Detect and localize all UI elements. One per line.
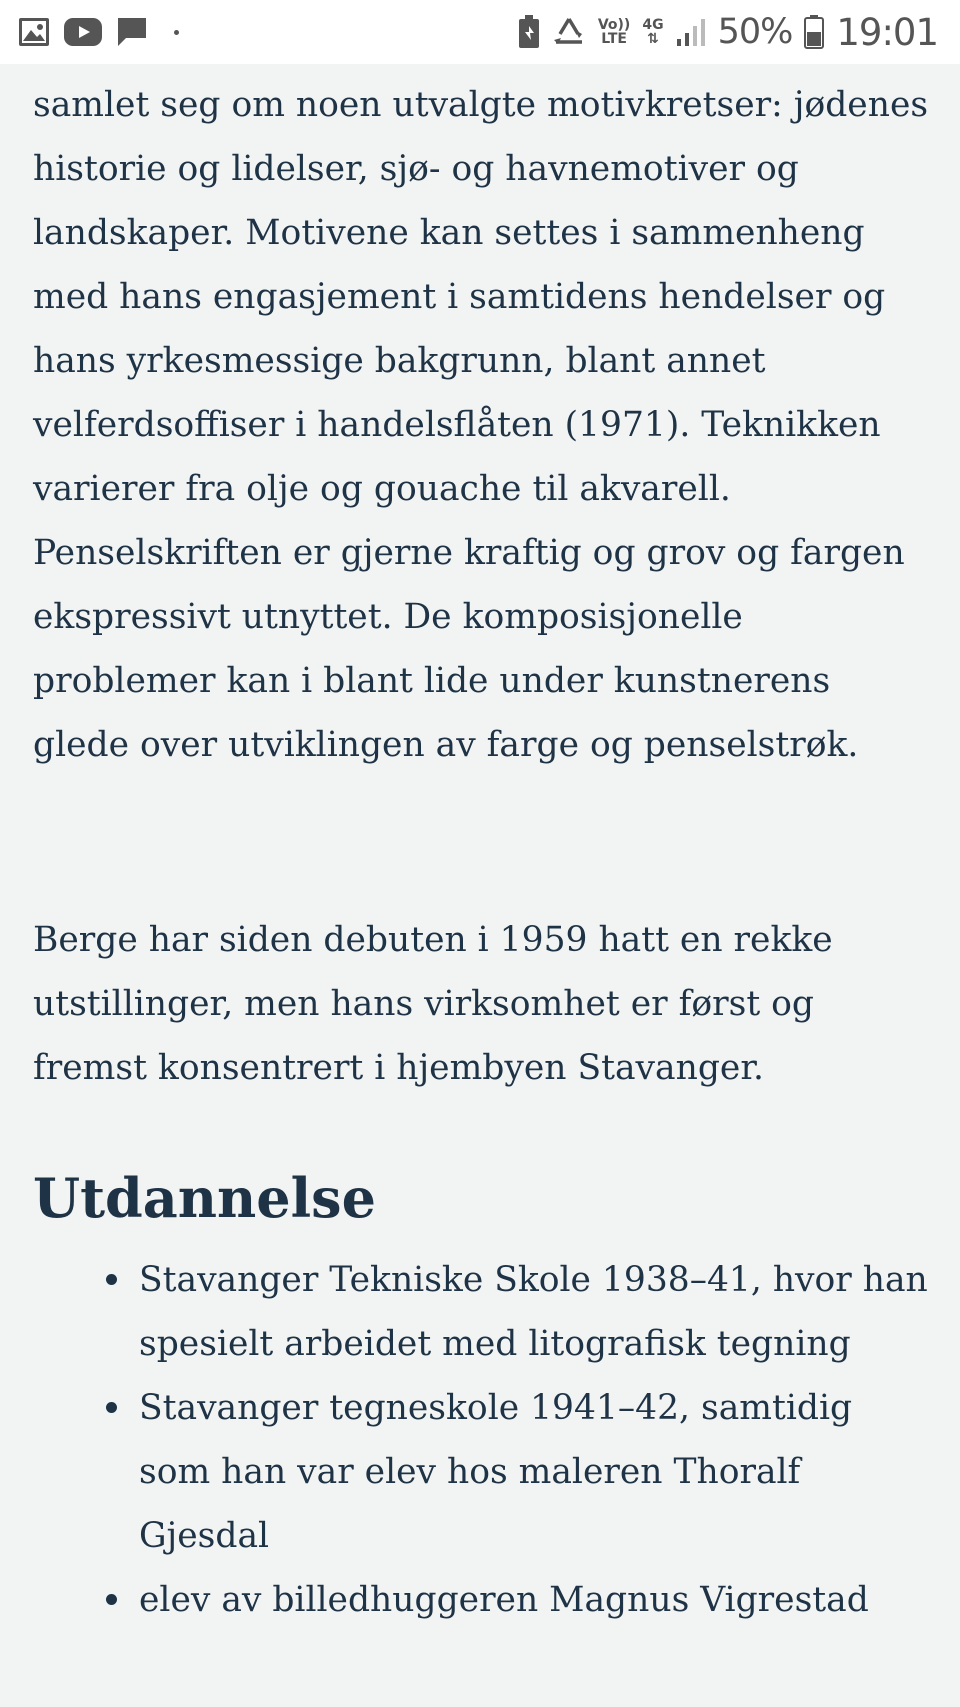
clock: 19:01 bbox=[836, 10, 938, 54]
list-item bbox=[33, 1248, 933, 1376]
education-item-text: Stavanger Tekniske Skole 1938–41, hvor han spesielt arbeidet med litografisk tegning bbox=[139, 1260, 928, 1364]
image-icon bbox=[18, 17, 50, 47]
4g-icon: 4G ⇅ bbox=[642, 17, 664, 47]
status-bar-notifications bbox=[18, 16, 193, 48]
message-icon bbox=[116, 16, 148, 48]
volte-bottom-label: LTE bbox=[601, 31, 627, 47]
bullet-icon bbox=[106, 1402, 117, 1413]
battery-icon bbox=[804, 15, 824, 49]
bullet-icon bbox=[106, 1594, 117, 1605]
bullet-icon bbox=[106, 1274, 117, 1285]
battery-percent: 50% bbox=[717, 12, 793, 52]
status-bar bbox=[0, 0, 960, 64]
paragraph-exhibitions: Berge har siden debuten i 1959 hatt en rekke utstillinger, men hans virksomhet er først og fremst konsentrert i hjembyen Stavanger. bbox=[33, 920, 833, 1088]
volte-icon bbox=[598, 18, 630, 46]
battery-saver-icon bbox=[518, 15, 540, 49]
education-heading: Utdannelse bbox=[33, 1166, 376, 1230]
education-item-text: elev av billedhuggeren Magnus Vigrestad bbox=[139, 1580, 869, 1620]
list-item bbox=[33, 1568, 933, 1632]
youtube-icon bbox=[64, 18, 102, 46]
education-list bbox=[33, 1248, 933, 1632]
volte-top-label: Vo)) bbox=[597, 17, 631, 33]
paragraph-motifs: samlet seg om noen utvalgte motivkretser: jødenes historie og lidelser, sjø- og havnemotiver og landskaper. Motivene kan settes i sammenheng med hans engasjement i samtidens hendelser og hans yrkesmessige bakgrunn, blant annet velferdsoffiser i handelsflåten (1971). Teknikken varierer fra olje og gouache til akvarell. Penselskriften er gjerne kraftig og grov og fargen ekspressivt utnyttet. De komposisjonelle problemer kan i blant lide under kunstnerens glede over utviklingen av farge og penselstrøk. bbox=[33, 85, 929, 765]
education-item-text: Stavanger tegneskole 1941–42, samtidig som han var elev hos maleren Thoralf Gjesdal bbox=[139, 1388, 853, 1556]
status-bar-system bbox=[506, 11, 938, 54]
dot-icon bbox=[174, 30, 179, 35]
signal-icon bbox=[676, 17, 706, 47]
list-item bbox=[33, 1376, 933, 1568]
network-type-label: 4G bbox=[642, 17, 664, 33]
recycle-icon bbox=[552, 16, 586, 48]
